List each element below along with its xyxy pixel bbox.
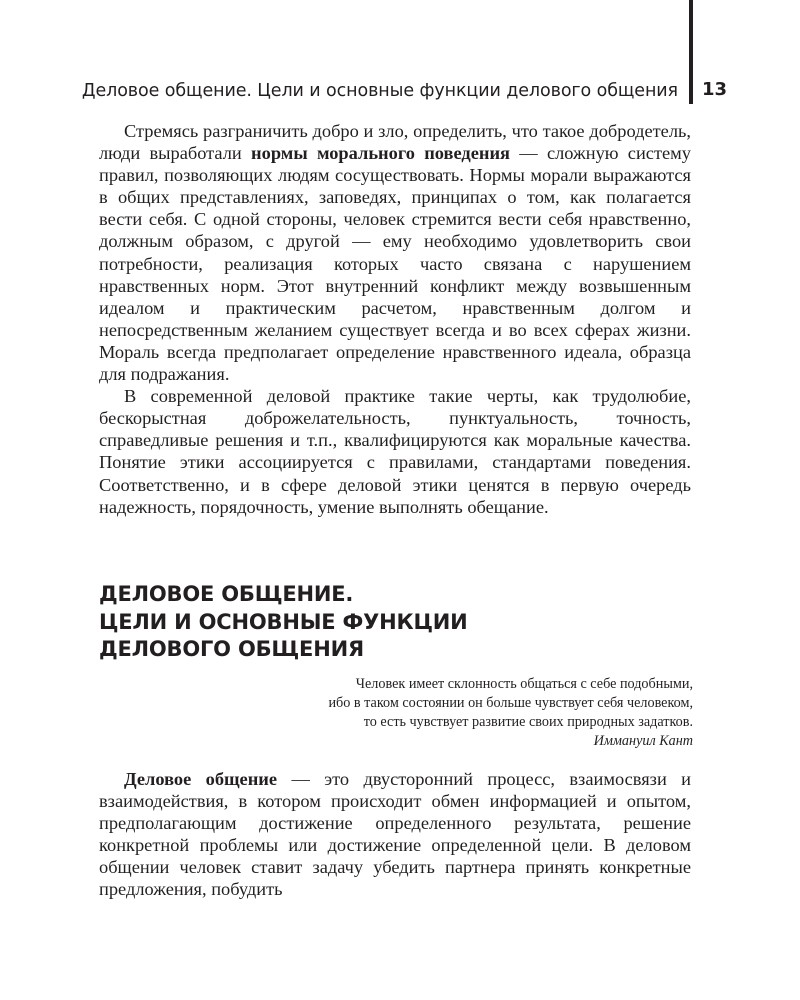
paragraph-business-communication [99,768,691,901]
term-business-communication: Деловое общение [124,769,278,789]
paragraph-1-text-a: Стремясь разграничить добро и зло, определить, что такое добродетель, люди выработали [99,121,691,164]
body-text-bottom [99,768,691,901]
paragraph-1-text-b: — сложную систему правил, позволяющих людям сосуществовать. Нормы морали выражаются в общих представлениях, заповедях, принципах о том, как полагается вести себя. С одной стороны, человек стремится вести себя нравственно, должным образом, с другой — ему необходимо удовлетворить свои потребности, реализация которых часто связана с нарушением нравственных норм. Этот внутренний конфликт между возвышенным идеалом и практическим расчетом, нравственным долгом и непосредственным желанием существует всегда и во всех сферах жизни. Мораль всегда предполагает определение нравственного идеала, образца для подражания. [99,143,691,385]
body-text-top [99,120,691,518]
epigraph-author: Иммануил Кант [593,733,693,750]
epigraph [180,675,693,751]
term-moral-norms: нормы морального поведения [251,143,511,164]
epigraph-line-3: то есть чувствует развитие своих природных задатков. [363,713,693,730]
section-title-line-2: ЦЕЛИ И ОСНОВНЫЕ ФУНКЦИИ [99,609,468,634]
paragraph-moral-norms [99,120,691,385]
section-title [99,581,699,664]
epigraph-line-2: ибо в таком состоянии он больше чувствует себя человеком, [328,694,693,711]
section-title-line-3: ДЕЛОВОГО ОБЩЕНИЯ [99,637,364,661]
running-header: Деловое общение. Цели и основные функции делового общения [81,81,678,101]
page-number: 13 [702,79,728,100]
section-title-line-1: ДЕЛОВОЕ ОБЩЕНИЕ. [99,582,354,606]
page-edge-rule [689,0,693,104]
paragraph-3-text: — это двусторонний процесс, взаимосвязи и взаимодействия, в котором происходит обмен информацией и опытом, предполагающим достижение определенного результата, решение конкретной проблемы или достижение определенной цели. В деловом общении человек ставит задачу убедить партнера принять конкретные предложения, побудить [99,769,692,900]
paragraph-business-ethics: В современной деловой практике такие черты, как трудолюбие, бескорыстная доброжелательность, пунктуальность, точность, справедливые решения и т.п., квалифицируются как моральные качества. Понятие этики ассоциируется с правилами, стандартами поведения. Соответственно, и в сфере деловой этики ценятся в первую очередь надежность, порядочность, умение выполнять обещание. [99,386,691,517]
epigraph-line-1: Человек имеет склонность общаться с себе подобными, [355,676,693,692]
